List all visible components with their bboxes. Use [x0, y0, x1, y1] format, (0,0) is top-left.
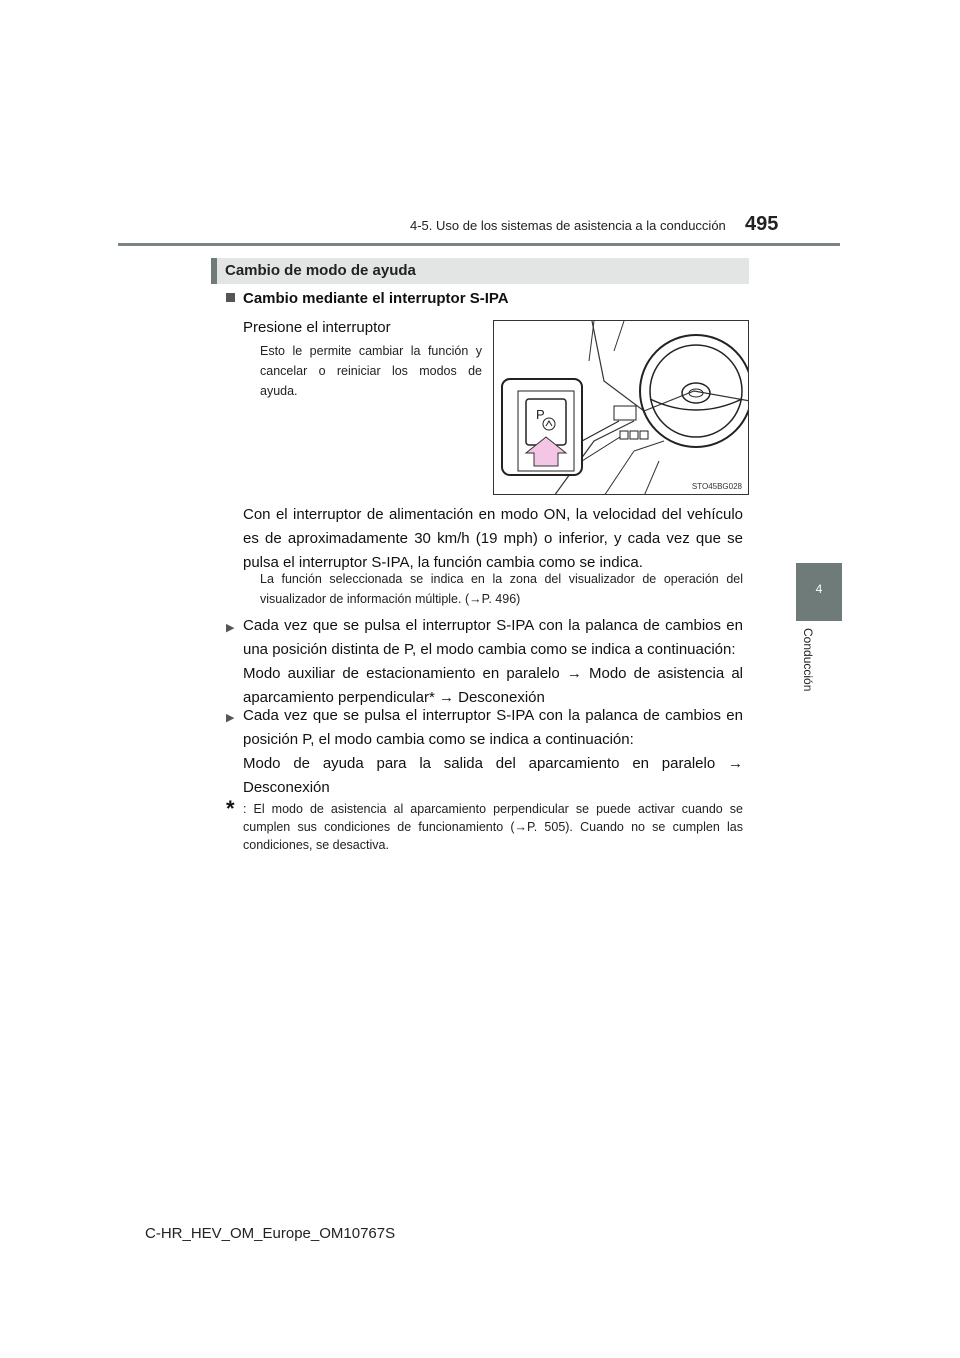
square-bullet-icon	[226, 293, 235, 302]
main-paragraph: Con el interruptor de alimentación en modo ON, la velocidad del vehículo es de aproximadamente 30 km/h (19 mph) o inferior, y cada vez que se pulsa el interruptor S-IPA, la función cambia como se indica.	[243, 506, 743, 571]
bullet-2-text: Cada vez que se pulsa el interruptor S-IPA con la palanca de cambios en posición P, el modo cambia como se indica a continuación:	[243, 707, 743, 748]
page-number: 495	[745, 213, 779, 235]
instruction: Presione el interruptor	[243, 319, 391, 336]
document-id: C-HR_HEV_OM_Europe_OM10767S	[145, 1225, 396, 1242]
subheading	[226, 290, 509, 307]
subheading-text: Cambio mediante el interruptor S-IPA	[243, 290, 509, 307]
section-title-bar	[211, 258, 749, 284]
side-tab-label: Conducción	[801, 628, 815, 692]
dashboard-drawing	[494, 321, 749, 495]
switch-illustration	[493, 320, 749, 495]
chapter-title: 4-5. Uso de los sistemas de asistencia a la conducción	[410, 218, 726, 233]
footnote-marker: *	[226, 796, 235, 821]
section-accent	[211, 258, 217, 284]
side-tab-number: 4	[815, 582, 823, 596]
bullet-1-sequence: Modo auxiliar de estacionamiento en paralelo → Modo de asistencia al aparcamiento perpendicular* → Desconexión	[243, 665, 743, 706]
button-letter: P	[536, 407, 545, 422]
header-divider	[118, 243, 840, 246]
figure-caption: STO45BG028	[691, 482, 742, 491]
section-title: Cambio de modo de ayuda	[225, 262, 416, 279]
triangle-bullet-icon: ▶	[226, 622, 235, 634]
side-tab-label-wrap	[801, 628, 841, 708]
instruction-note: Esto le permite cambiar la función y cancelar o reiniciar los modos de ayuda.	[260, 344, 482, 398]
triangle-bullet-icon: ▶	[226, 712, 235, 724]
bullet-1-text: Cada vez que se pulsa el interruptor S-IPA con la palanca de cambios en una posición distinta de P, el modo cambia como se indica a continuación:	[243, 617, 743, 658]
bullet-2-sequence: Modo de ayuda para la salida del aparcamiento en paralelo → Desconexión	[243, 755, 743, 796]
footnote: : El modo de asistencia al aparcamiento perpendicular se puede activar cuando se cumplen sus condiciones de funcionamiento (→P. 505). Cuando no se cumplen las condiciones, se desactiva.	[243, 802, 743, 852]
main-paragraph-note: La función seleccionada se indica en la zona del visualizador de operación del visualizador de información múltiple. (→P. 496)	[260, 572, 743, 606]
